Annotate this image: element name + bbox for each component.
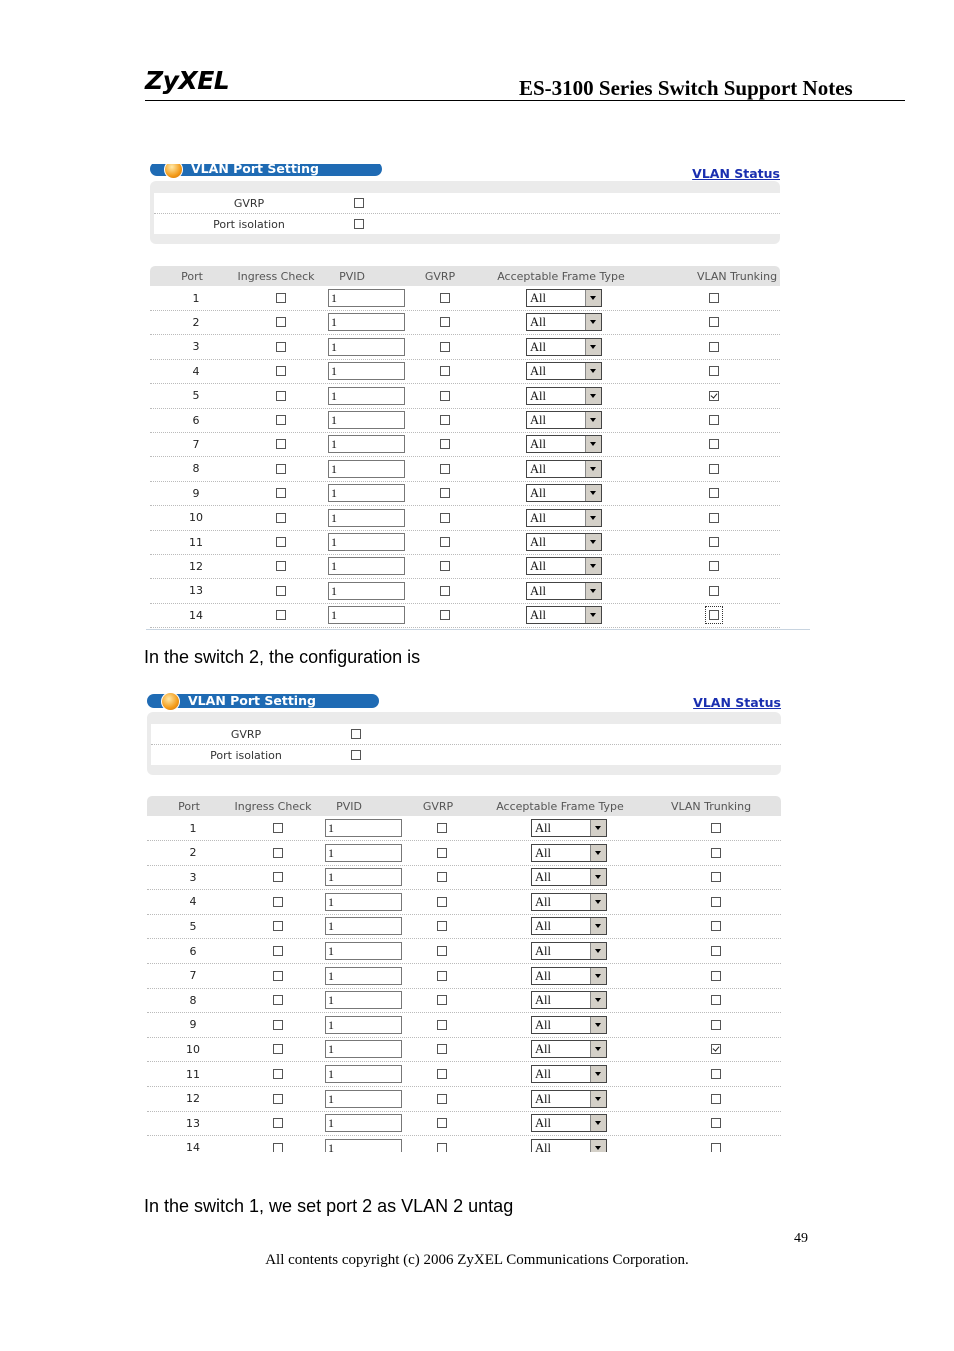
table-row [147,1087,781,1112]
vlan-trunking-checkbox[interactable] [711,1044,721,1054]
pvid-input[interactable]: 1 [325,942,402,960]
ingress-check-checkbox[interactable] [276,415,286,425]
port-isolation-label: Port isolation [210,749,282,762]
table-row [147,841,781,866]
port-number: 8 [192,462,200,476]
frame-type-value: All [535,821,551,835]
table-row [147,865,781,890]
frame-type-select[interactable] [526,289,602,307]
col-gvrp: GVRP [424,270,456,283]
frame-type-value: All [535,894,551,909]
chevron-down-icon[interactable] [585,436,601,452]
ingress-check-checkbox[interactable] [276,366,286,376]
gvrp-port-checkbox[interactable] [437,921,447,931]
copyright-notice: All contents copyright (c) 2006 ZyXEL Communications Corporation. [265,1252,689,1268]
vlan-trunking-checkbox[interactable] [709,586,719,596]
col-acceptable-frame-type: Acceptable Frame Type [496,800,624,813]
vlan-trunking-checkbox[interactable] [709,342,719,352]
pvid-input[interactable]: 1 [328,411,405,429]
port-number: 2 [192,315,200,329]
gvrp-port-checkbox[interactable] [440,439,450,449]
gvrp-port-checkbox[interactable] [440,561,450,571]
gvrp-port-checkbox[interactable] [437,946,447,956]
ingress-check-checkbox[interactable] [276,391,286,401]
ingress-check-checkbox[interactable] [273,1118,283,1128]
gvrp-port-checkbox[interactable] [440,342,450,352]
port-number: 4 [189,895,197,909]
gvrp-port-checkbox[interactable] [437,872,447,882]
frame-type-value: All [535,919,551,934]
frame-type-value: All [535,968,551,983]
gvrp-port-checkbox[interactable] [440,366,450,376]
table-row [150,310,780,335]
pvid-input[interactable]: 1 [325,868,402,886]
pvid-input[interactable]: 1 [325,967,402,985]
vlan-trunking-checkbox[interactable] [711,823,721,833]
pvid-input[interactable]: 1 [328,338,405,356]
frame-type-select[interactable] [531,819,607,837]
chevron-down-icon[interactable] [585,461,601,477]
table-row [150,432,780,457]
port-number: 10 [189,511,203,525]
pvid-input[interactable]: 1 [328,557,405,575]
gvrp-port-checkbox[interactable] [440,391,450,401]
table-row [150,579,780,604]
port-isolation-row [151,745,781,765]
vlan-trunking-checkbox[interactable] [709,293,719,303]
chevron-down-icon[interactable] [590,943,606,959]
port-number: 5 [189,919,197,933]
chevron-down-icon[interactable] [590,820,606,836]
vlan-trunking-checkbox[interactable] [711,946,721,956]
gvrp-label: GVRP [230,728,262,741]
pvid-input[interactable]: 1 [325,1139,402,1152]
frame-type-select[interactable] [526,606,602,624]
pvid-input[interactable]: 1 [325,1016,402,1034]
switch1-intro-text: In the switch 1, we set port 2 as VLAN 2 untag [144,1196,514,1216]
frame-type-select[interactable] [526,582,602,600]
frame-type-value: All [530,315,546,330]
table-row [150,530,780,555]
vlan-trunking-checkbox[interactable] [709,610,719,620]
table-row [147,890,781,915]
vlan-status-link[interactable]: VLAN Status [693,695,781,710]
port-table-header [150,266,780,286]
vlan-port-setting-panel-switch1 [146,164,810,631]
frame-type-value: All [530,291,546,305]
vlan-trunking-checkbox[interactable] [709,513,719,523]
table-row [150,554,780,579]
ingress-check-checkbox[interactable] [273,1044,283,1054]
frame-type-value: All [530,364,546,379]
pvid-input[interactable]: 1 [328,533,405,551]
port-isolation-label: Port isolation [213,218,285,231]
gvrp-port-checkbox[interactable] [437,1094,447,1104]
gvrp-port-checkbox[interactable] [437,848,447,858]
frame-type-value: All [530,510,546,525]
gvrp-port-checkbox[interactable] [440,293,450,303]
vlan-trunking-checkbox[interactable] [711,921,721,931]
col-pvid: PVID [336,800,362,813]
vlan-trunking-checkbox[interactable] [711,1118,721,1128]
port-number: 1 [192,291,200,305]
port-number: 14 [186,1141,200,1152]
frame-type-value: All [530,583,546,598]
port-number: 11 [186,1067,200,1081]
col-port: Port [181,270,203,283]
vlan-trunking-checkbox[interactable] [709,464,719,474]
frame-type-value: All [535,1091,551,1106]
frame-type-value: All [530,535,546,549]
gvrp-port-checkbox[interactable] [437,1044,447,1054]
pvid-input[interactable]: 1 [325,1065,402,1083]
pvid-input[interactable]: 1 [328,313,405,331]
pvid-input[interactable]: 1 [325,844,402,862]
frame-type-value: All [535,1042,551,1057]
ingress-check-checkbox[interactable] [276,586,286,596]
gvrp-port-checkbox[interactable] [440,415,450,425]
gvrp-port-checkbox[interactable] [437,1069,447,1079]
frame-type-value: All [535,1140,551,1152]
table-row [147,988,781,1013]
panel-title-bar [150,164,382,176]
port-number: 5 [192,389,200,403]
frame-type-select[interactable] [531,1040,607,1058]
port-number: 8 [189,993,197,1007]
frame-type-value: All [535,845,551,860]
table-row [150,408,780,433]
chevron-down-icon[interactable] [585,534,601,550]
ingress-check-checkbox[interactable] [273,1094,283,1104]
vlan-trunking-checkbox[interactable] [711,1143,721,1152]
header-rule [145,100,905,101]
table-row [147,939,781,964]
pvid-input[interactable]: 1 [328,289,405,307]
frame-type-select[interactable] [526,557,602,575]
document-title: ES-3100 Series Switch Support Notes [519,76,853,100]
ingress-check-checkbox[interactable] [273,848,283,858]
frame-type-select[interactable] [526,435,602,453]
ingress-check-checkbox[interactable] [273,971,283,981]
table-row [150,506,780,531]
vlan-trunking-checkbox[interactable] [711,995,721,1005]
ingress-check-checkbox[interactable] [276,464,286,474]
frame-type-select[interactable] [526,387,602,405]
col-gvrp: GVRP [422,800,454,813]
chevron-down-icon[interactable] [590,845,606,861]
col-vlan-trunking: VLAN Trunking [696,270,778,283]
vlan-trunking-checkbox[interactable] [711,897,721,907]
table-row [147,1037,781,1062]
table-row [147,1013,781,1038]
ingress-check-checkbox[interactable] [273,995,283,1005]
frame-type-select[interactable] [526,460,602,478]
frame-type-select[interactable] [526,533,602,551]
vlan-trunking-checkbox[interactable] [709,439,719,449]
pvid-input[interactable]: 1 [328,362,405,380]
frame-type-value: All [530,413,546,427]
chevron-down-icon[interactable] [590,1017,606,1033]
gvrp-port-checkbox[interactable] [437,1020,447,1030]
pvid-input[interactable]: 1 [328,460,405,478]
pvid-input[interactable]: 1 [328,606,405,624]
table-row [147,914,781,939]
ingress-check-checkbox[interactable] [276,537,286,547]
panel-title: VLAN Port Setting [191,164,319,176]
frame-type-select[interactable] [526,411,602,429]
ingress-check-checkbox[interactable] [273,1020,283,1030]
pvid-input[interactable]: 1 [328,387,405,405]
port-number: 2 [189,846,197,860]
chevron-down-icon[interactable] [585,388,601,404]
frame-type-value: All [530,559,546,574]
ingress-check-checkbox[interactable] [276,317,286,327]
port-number: 3 [192,340,200,354]
pvid-input[interactable]: 1 [325,917,402,935]
panel-bottom-rule [146,629,810,630]
gvrp-global-checkbox[interactable] [354,198,364,208]
table-row [147,816,781,841]
vlan-trunking-checkbox[interactable] [709,415,719,425]
chevron-down-icon[interactable] [590,869,606,885]
table-row [150,481,780,506]
gvrp-port-checkbox[interactable] [440,317,450,327]
ingress-check-checkbox[interactable] [276,342,286,352]
vlan-trunking-checkbox[interactable] [709,561,719,571]
col-vlan-trunking: VLAN Trunking [670,800,752,813]
gvrp-port-checkbox[interactable] [437,1118,447,1128]
port-number: 1 [189,821,197,835]
frame-type-value: All [530,608,546,623]
frame-type-value: All [535,1116,551,1131]
orange-orb-icon [161,692,180,711]
global-settings-box [147,712,781,775]
vlan-trunking-checkbox[interactable] [709,391,719,401]
port-number: 13 [189,584,203,598]
panel-title-bar [147,694,379,708]
ingress-check-checkbox[interactable] [273,946,283,956]
port-isolation-checkbox[interactable] [351,750,361,760]
chevron-down-icon[interactable] [585,583,601,599]
vlan-trunking-checkbox[interactable] [709,366,719,376]
gvrp-global-checkbox[interactable] [351,729,361,739]
frame-type-select[interactable] [531,1090,607,1108]
chevron-down-icon[interactable] [585,558,601,574]
port-number: 9 [189,1018,197,1032]
port-number: 7 [189,969,197,983]
col-pvid: PVID [339,270,365,283]
vlan-trunking-checkbox[interactable] [709,317,719,327]
frame-type-select[interactable] [531,1114,607,1132]
pvid-input[interactable]: 1 [325,991,402,1009]
gvrp-label: GVRP [233,197,265,210]
ingress-check-checkbox[interactable] [273,872,283,882]
pvid-input[interactable]: 1 [328,509,405,527]
vlan-status-link[interactable]: VLAN Status [692,166,780,181]
global-settings-box [150,181,780,244]
frame-type-value: All [535,1017,551,1032]
chevron-down-icon[interactable] [590,1041,606,1057]
frame-type-select[interactable] [526,509,602,527]
chevron-down-icon[interactable] [585,510,601,526]
frame-type-select[interactable] [531,1065,607,1083]
chevron-down-icon[interactable] [590,1140,606,1152]
gvrp-port-checkbox[interactable] [440,610,450,620]
gvrp-port-checkbox[interactable] [437,897,447,907]
pvid-input[interactable]: 1 [325,1040,402,1058]
table-row [147,1111,781,1136]
gvrp-port-checkbox[interactable] [440,513,450,523]
gvrp-port-checkbox[interactable] [437,823,447,833]
gvrp-port-checkbox[interactable] [440,586,450,596]
vlan-trunking-checkbox[interactable] [709,537,719,547]
frame-type-select[interactable] [531,868,607,886]
ingress-check-checkbox[interactable] [276,561,286,571]
frame-type-select[interactable] [531,844,607,862]
vlan-trunking-checkbox[interactable] [711,1094,721,1104]
port-number: 4 [192,364,200,378]
table-row [150,286,780,311]
table-row [147,1136,781,1152]
chevron-down-icon[interactable] [585,485,601,501]
panel-title: VLAN Port Setting [188,693,316,708]
frame-type-value: All [530,388,546,403]
ingress-check-checkbox[interactable] [276,293,286,303]
port-number: 12 [189,559,203,573]
pvid-input[interactable]: 1 [325,893,402,911]
pvid-input[interactable]: 1 [325,1114,402,1132]
frame-type-select[interactable] [531,942,607,960]
zyxel-logo: ZyXEL [145,66,230,95]
col-port: Port [178,800,200,813]
frame-type-select[interactable] [526,338,602,356]
col-ingress-check: Ingress Check [234,800,312,813]
chevron-down-icon[interactable] [585,363,601,379]
vlan-trunking-checkbox[interactable] [711,1069,721,1079]
ingress-check-checkbox[interactable] [273,897,283,907]
chevron-down-icon[interactable] [585,339,601,355]
port-number: 13 [186,1116,200,1130]
frame-type-value: All [530,339,546,354]
frame-type-select[interactable] [531,991,607,1009]
vlan-trunking-checkbox[interactable] [711,848,721,858]
port-isolation-checkbox[interactable] [354,219,364,229]
table-row [147,964,781,989]
port-number: 9 [192,486,200,500]
ingress-check-checkbox[interactable] [273,823,283,833]
port-number: 3 [189,870,197,884]
gvrp-port-checkbox[interactable] [437,1143,447,1152]
table-row [150,384,780,409]
table-row [150,603,780,628]
port-table-header [147,796,781,816]
gvrp-row [151,724,781,745]
ingress-check-checkbox[interactable] [276,610,286,620]
gvrp-port-checkbox[interactable] [437,995,447,1005]
frame-type-value: All [535,993,551,1008]
chevron-down-icon[interactable] [585,412,601,428]
vlan-trunking-checkbox[interactable] [711,1020,721,1030]
ingress-check-checkbox[interactable] [273,1143,283,1152]
frame-type-value: All [530,437,546,452]
frame-type-value: All [530,486,546,501]
gvrp-port-checkbox[interactable] [440,537,450,547]
pvid-input[interactable]: 1 [328,484,405,502]
port-number: 12 [186,1092,200,1106]
table-row [150,457,780,482]
pvid-input[interactable]: 1 [325,1090,402,1108]
table-row [150,335,780,360]
chevron-down-icon[interactable] [590,894,606,910]
chevron-down-icon[interactable] [590,1066,606,1082]
pvid-input[interactable]: 1 [325,819,402,837]
col-acceptable-frame-type: Acceptable Frame Type [497,270,625,283]
port-number: 14 [189,608,203,622]
port-number: 11 [189,535,203,549]
chevron-down-icon[interactable] [590,1115,606,1131]
ingress-check-checkbox[interactable] [276,439,286,449]
chevron-down-icon[interactable] [590,968,606,984]
frame-type-select[interactable] [531,893,607,911]
vlan-trunking-checkbox[interactable] [711,872,721,882]
gvrp-row [154,193,780,214]
chevron-down-icon[interactable] [585,607,601,623]
chevron-down-icon[interactable] [585,314,601,330]
ingress-check-checkbox[interactable] [276,488,286,498]
ingress-check-checkbox[interactable] [276,513,286,523]
chevron-down-icon[interactable] [590,918,606,934]
frame-type-value: All [530,461,546,476]
frame-type-value: All [535,944,551,958]
col-ingress-check: Ingress Check [237,270,315,283]
frame-type-select[interactable] [531,917,607,935]
frame-type-select[interactable] [526,484,602,502]
ingress-check-checkbox[interactable] [273,921,283,931]
pvid-input[interactable]: 1 [328,582,405,600]
table-row [150,359,780,384]
frame-type-select[interactable] [531,1139,607,1152]
chevron-down-icon[interactable] [585,290,601,306]
gvrp-port-checkbox[interactable] [440,464,450,474]
frame-type-select[interactable] [526,362,602,380]
port-number: 6 [189,944,197,958]
frame-type-select[interactable] [531,1016,607,1034]
port-number: 6 [192,413,200,427]
frame-type-value: All [535,1067,551,1081]
frame-type-value: All [535,870,551,885]
port-number: 7 [192,437,200,451]
chevron-down-icon[interactable] [590,1091,606,1107]
vlan-trunking-checkbox[interactable] [711,971,721,981]
port-number: 10 [186,1042,200,1056]
orange-orb-icon [164,164,183,179]
page-number: 49 [794,1231,808,1246]
table-row [147,1062,781,1087]
frame-type-select[interactable] [526,313,602,331]
gvrp-port-checkbox[interactable] [437,971,447,981]
pvid-input[interactable]: 1 [328,435,405,453]
switch2-intro-text: In the switch 2, the configuration is [144,647,421,667]
frame-type-select[interactable] [531,967,607,985]
gvrp-port-checkbox[interactable] [440,488,450,498]
chevron-down-icon[interactable] [590,992,606,1008]
vlan-port-setting-panel-switch2 [143,692,783,1152]
port-isolation-row [154,214,780,234]
vlan-trunking-checkbox[interactable] [709,488,719,498]
ingress-check-checkbox[interactable] [273,1069,283,1079]
